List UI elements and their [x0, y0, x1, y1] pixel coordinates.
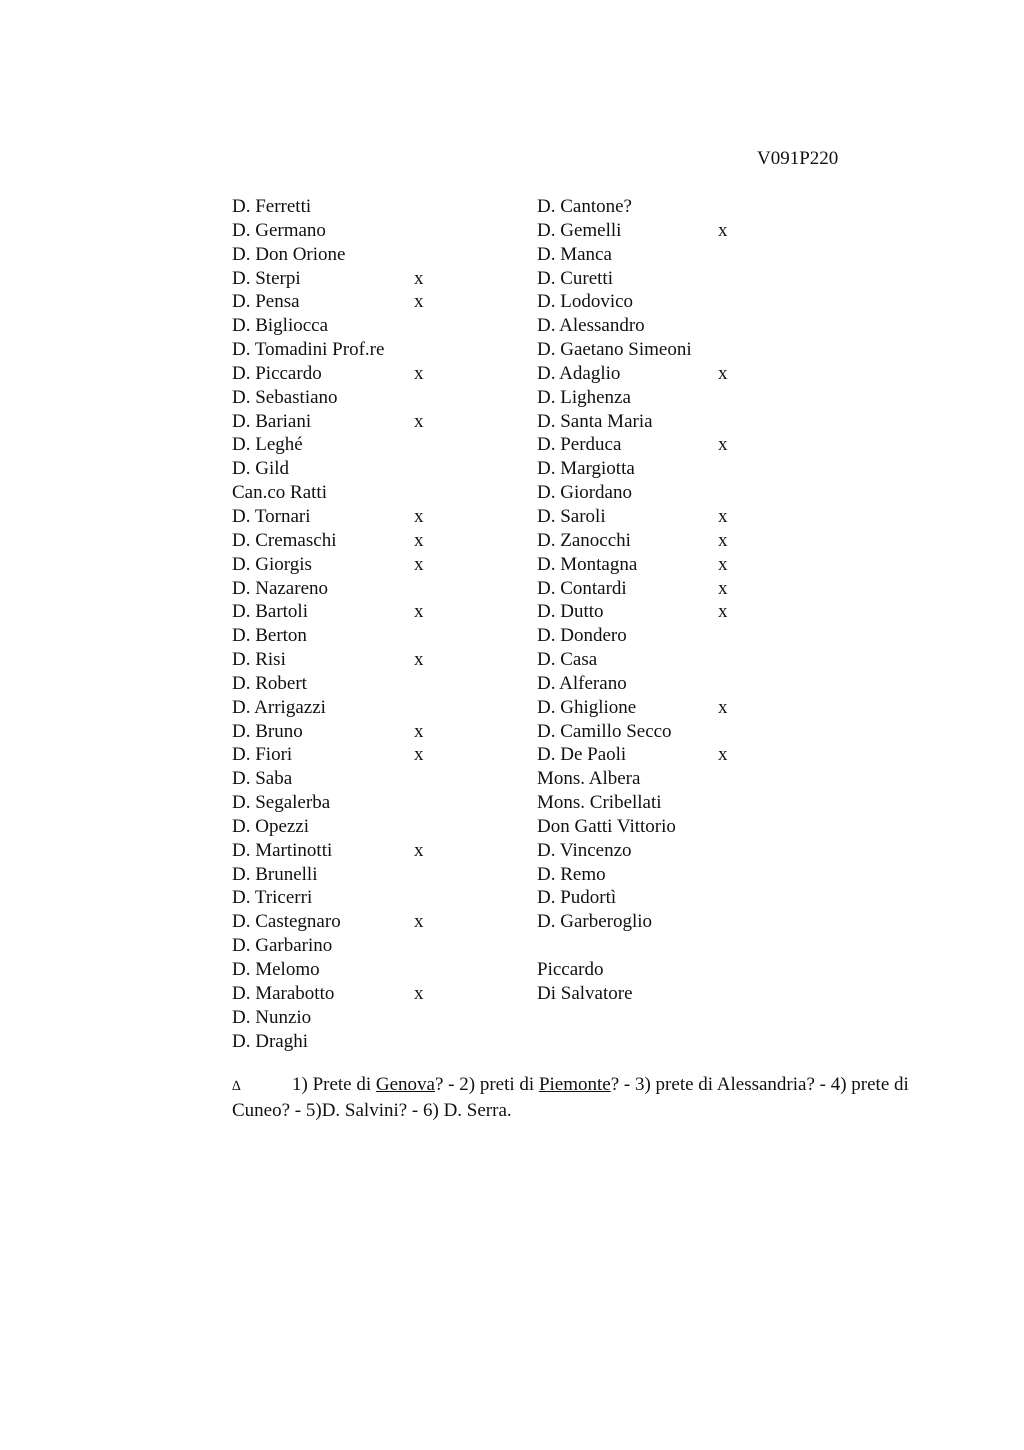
name-row: [537, 696, 797, 720]
name-text: D. Piccardo: [232, 362, 322, 384]
name-text: D. Remo: [537, 863, 606, 885]
name-row: [537, 243, 797, 267]
name-text: D. Cremaschi: [232, 529, 337, 551]
footnote-piemonte: Piemonte: [538, 1074, 611, 1095]
name-text: D. Camillo Secco: [537, 720, 672, 742]
check-mark: x: [414, 505, 424, 527]
check-mark: x: [718, 434, 728, 456]
name-row: [232, 743, 492, 767]
check-mark: x: [718, 553, 728, 575]
name-text: D. Ferretti: [232, 196, 312, 217]
name-text: Don Gatti Vittorio: [537, 815, 676, 837]
name-row: [232, 886, 492, 910]
name-text: D. Saba: [232, 768, 293, 790]
name-text: D. Castegnaro: [232, 911, 341, 933]
name-text: D. Lighenza: [537, 386, 631, 408]
name-text: D. Garberoglio: [537, 911, 653, 933]
name-row: [232, 314, 492, 338]
name-row: [232, 672, 492, 696]
check-mark: x: [414, 291, 424, 313]
name-text: Mons. Cribellati: [537, 792, 662, 814]
name-text: D. Saroli: [537, 505, 606, 527]
name-row: [232, 243, 492, 267]
check-mark: x: [718, 601, 728, 623]
check-mark: x: [414, 553, 424, 575]
name-row: [232, 505, 492, 529]
name-text: D. Gemelli: [537, 219, 622, 241]
name-text: D. Tornari: [232, 505, 311, 527]
name-row: [232, 696, 492, 720]
name-row: [232, 600, 492, 624]
name-text: D. Opezzi: [232, 815, 310, 837]
name-row: [232, 433, 492, 457]
name-row: [537, 314, 797, 338]
name-row: [232, 553, 492, 577]
name-text: D. Contardi: [537, 577, 627, 599]
check-mark: x: [718, 219, 728, 241]
name-row: [537, 600, 797, 624]
check-mark: x: [414, 720, 424, 742]
name-text: D. Bruno: [232, 720, 303, 742]
right-name-column: [537, 195, 797, 1006]
name-text: D. Alessandro: [537, 315, 645, 337]
name-row: [232, 481, 492, 505]
check-mark: x: [718, 744, 728, 766]
name-row: [232, 720, 492, 744]
name-text: D. De Paoli: [537, 744, 627, 766]
check-mark: x: [414, 529, 424, 551]
name-row: [232, 815, 492, 839]
name-row: [537, 958, 797, 982]
name-row: [232, 982, 492, 1006]
name-text: D. Sebastiano: [232, 386, 338, 408]
name-row: [537, 886, 797, 910]
name-row: [537, 386, 797, 410]
name-row: [537, 433, 797, 457]
name-row: [537, 195, 797, 219]
name-row: [232, 958, 492, 982]
name-text: D. Risi: [232, 649, 286, 671]
name-row: [232, 362, 492, 386]
check-mark: x: [414, 839, 424, 861]
name-text: D. Arrigazzi: [232, 696, 326, 718]
name-row: [537, 577, 797, 601]
name-row: [537, 410, 797, 434]
name-text: D. Vincenzo: [537, 839, 632, 861]
name-row: [537, 934, 797, 958]
name-text: D. Fiori: [232, 744, 293, 766]
name-text: D. Montagna: [537, 553, 638, 575]
name-text: D. Curetti: [537, 267, 613, 289]
name-row: [537, 910, 797, 934]
check-mark: x: [414, 982, 424, 1004]
name-text: D. Manca: [537, 243, 612, 265]
check-mark: x: [414, 267, 424, 289]
name-row: [232, 529, 492, 553]
name-text: D. Giorgis: [232, 553, 312, 575]
name-text: D. Brunelli: [232, 863, 318, 885]
name-text: D. Adaglio: [537, 362, 621, 384]
name-row: [537, 362, 797, 386]
footnote-text-2: ? - 2) preti di: [435, 1074, 539, 1095]
name-text: D. Zanocchi: [537, 529, 631, 551]
footnote: [232, 1073, 922, 1122]
name-text: D. Alferano: [537, 672, 627, 694]
name-row: [232, 410, 492, 434]
name-row: [232, 338, 492, 362]
name-text: D. Don Orione: [232, 243, 346, 265]
name-row: [537, 481, 797, 505]
name-row: [537, 815, 797, 839]
name-text: D. Marabotto: [232, 982, 335, 1004]
name-row: [232, 1030, 492, 1054]
name-row: [232, 290, 492, 314]
name-text: D. Pudortì: [537, 887, 617, 909]
check-mark: x: [718, 577, 728, 599]
name-row: [537, 529, 797, 553]
name-row: [537, 743, 797, 767]
name-row: [537, 791, 797, 815]
check-mark: x: [414, 649, 424, 671]
name-text: D. Cantone?: [537, 196, 632, 217]
name-text: D. Sterpi: [232, 267, 301, 289]
check-mark: x: [718, 505, 728, 527]
name-text: D. Draghi: [232, 1030, 308, 1052]
name-row: [537, 672, 797, 696]
name-text: Mons. Albera: [537, 768, 641, 790]
name-text: D. Lodovico: [537, 291, 634, 313]
name-row: [232, 839, 492, 863]
name-row: [232, 577, 492, 601]
check-mark: x: [718, 362, 728, 384]
name-text: D. Perduca: [537, 434, 622, 456]
name-text: D. Leghé: [232, 434, 303, 456]
name-text: D. Garbarino: [232, 935, 333, 957]
name-row: [537, 553, 797, 577]
name-row: [537, 624, 797, 648]
name-text: D. Dondero: [537, 625, 627, 647]
name-row: [537, 219, 797, 243]
name-row: [537, 290, 797, 314]
name-text: D. Germano: [232, 219, 326, 241]
name-row: [232, 195, 492, 219]
delta-symbol: ∆: [232, 1079, 241, 1094]
name-row: [232, 219, 492, 243]
name-row: [537, 267, 797, 291]
name-text: D. Ghiglione: [537, 696, 637, 718]
name-text: D. Bigliocca: [232, 315, 329, 337]
name-text: Di Salvatore: [537, 982, 633, 1004]
name-row: [232, 1006, 492, 1030]
name-row: [537, 720, 797, 744]
name-row: [537, 767, 797, 791]
check-mark: x: [718, 529, 728, 551]
name-text: D. Dutto: [537, 601, 604, 623]
name-row: [537, 505, 797, 529]
footnote-genova: Genova: [375, 1074, 435, 1095]
name-text: D. Margiotta: [537, 458, 635, 480]
name-text: Piccardo: [537, 959, 604, 980]
name-text: D. Casa: [537, 649, 598, 671]
name-row: [232, 791, 492, 815]
name-text: D. Melomo: [232, 959, 320, 980]
name-text: D. Nunzio: [232, 1006, 312, 1028]
name-text: D. Bartoli: [232, 601, 308, 623]
name-row: [232, 624, 492, 648]
check-mark: x: [414, 911, 424, 933]
name-text: D. Tomadini Prof.re: [232, 339, 385, 361]
name-row: [232, 457, 492, 481]
name-text: Can.co Ratti: [232, 482, 327, 504]
check-mark: x: [414, 362, 424, 384]
left-name-column: [232, 195, 492, 1053]
name-text: D. Berton: [232, 625, 307, 647]
name-row: [537, 982, 797, 1006]
name-text: D. Robert: [232, 672, 307, 694]
name-row: [537, 338, 797, 362]
name-text: D. Gild: [232, 458, 289, 480]
name-row: [232, 910, 492, 934]
name-row: [232, 767, 492, 791]
name-text: D. Nazareno: [232, 577, 329, 599]
name-row: [232, 267, 492, 291]
check-mark: x: [414, 744, 424, 766]
check-mark: x: [718, 696, 728, 718]
check-mark: x: [414, 601, 424, 623]
name-row: [232, 648, 492, 672]
name-row: [537, 457, 797, 481]
name-text: D. Bariani: [232, 410, 312, 432]
name-text: D. Gaetano Simeoni: [537, 339, 692, 361]
name-row: [232, 863, 492, 887]
name-text: D. Martinotti: [232, 839, 333, 861]
name-row: [537, 648, 797, 672]
name-row: [537, 839, 797, 863]
name-text: D. Santa Maria: [537, 410, 653, 432]
name-text: D. Pensa: [232, 291, 300, 313]
name-text: D. Segalerba: [232, 792, 331, 814]
footnote-text-1: 1) Prete di: [292, 1074, 376, 1095]
name-row: [232, 934, 492, 958]
name-text: D. Giordano: [537, 482, 632, 504]
page-identifier: V091P220: [757, 148, 839, 169]
footnote-text-3: ? - 3) prete di Alessandria? - 4) prete di Cuneo? - 5)D. Salvini? - 6) D. Serra.: [232, 1074, 909, 1121]
name-text: D. Tricerri: [232, 887, 313, 909]
name-row: [537, 863, 797, 887]
check-mark: x: [414, 410, 424, 432]
name-row: [232, 386, 492, 410]
